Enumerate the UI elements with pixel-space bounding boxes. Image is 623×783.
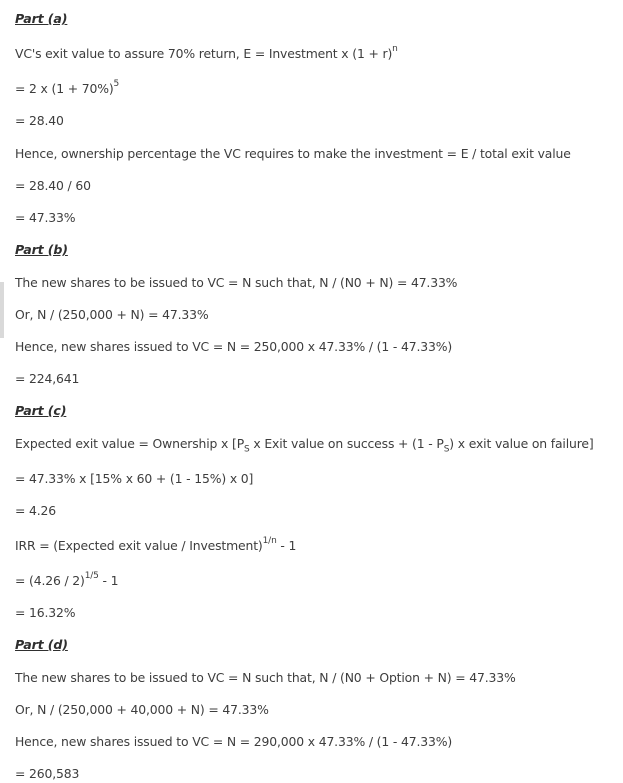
part-a-ownership-result: = 47.33% xyxy=(15,210,76,225)
part-a-exit-value-substitution: = 2 x $(1 + 70\%)^5$ xyxy=(15,78,120,96)
part-b-new-shares-formula: The new shares to be issued to VC = N such that, N / (N0 + N) = 47.33% xyxy=(15,275,458,290)
part-a-exit-value-formula: VC's exit value to assure 70% return, E = Investment x $(1 + r)^n$ xyxy=(15,43,398,61)
part-b-result: = 224,641 xyxy=(15,371,80,386)
part-a-heading: Part (a) xyxy=(15,11,68,26)
part-c-expected-exit-result: = 4.26 xyxy=(15,503,57,518)
part-d-heading: Part (d) xyxy=(15,637,68,652)
part-d-substitution: Or, N / (250,000 + 40,000 + N) = 47.33% xyxy=(15,702,269,717)
part-c-expected-exit-formula: Expected exit value = Ownership x [$P_S$ x Exit value on success + $(1 - P_S)$ x exit value on failure] xyxy=(15,436,594,455)
scroll-indicator xyxy=(0,282,4,338)
part-c-irr-result: = 16.32% xyxy=(15,605,76,620)
part-b-shares-computation: Hence, new shares issued to VC = N = 250,000 x 47.33% / (1 - 47.33%) xyxy=(15,339,453,354)
part-c-irr-substitution: = (4.26 / 2)$^{1/5}$ - 1 xyxy=(15,570,119,588)
part-d-shares-computation: Hence, new shares issued to VC = N = 290,000 x 47.33% / (1 - 47.33%) xyxy=(15,734,453,749)
part-a-ownership-substitution: = 28.40 / 60 xyxy=(15,178,91,193)
part-a-exit-value-result: = 28.40 xyxy=(15,113,64,128)
part-b-substitution: Or, N / (250,000 + N) = 47.33% xyxy=(15,307,209,322)
part-d-result: = 260,583 xyxy=(15,766,80,781)
part-d-new-shares-formula: The new shares to be issued to VC = N such that, N / (N0 + Option + N) = 47.33% xyxy=(15,670,516,685)
part-c-heading: Part (c) xyxy=(15,403,67,418)
part-a-ownership-formula: Hence, ownership percentage the VC requires to make the investment = E / total exit value xyxy=(15,146,571,161)
part-b-heading: Part (b) xyxy=(15,242,68,257)
part-c-irr-formula: IRR = (Expected exit value / Investment)$^{1/n}$ - 1 xyxy=(15,535,297,553)
part-c-expected-exit-substitution: = 47.33% x [15% x 60 + (1 - 15%) x 0] xyxy=(15,471,254,486)
